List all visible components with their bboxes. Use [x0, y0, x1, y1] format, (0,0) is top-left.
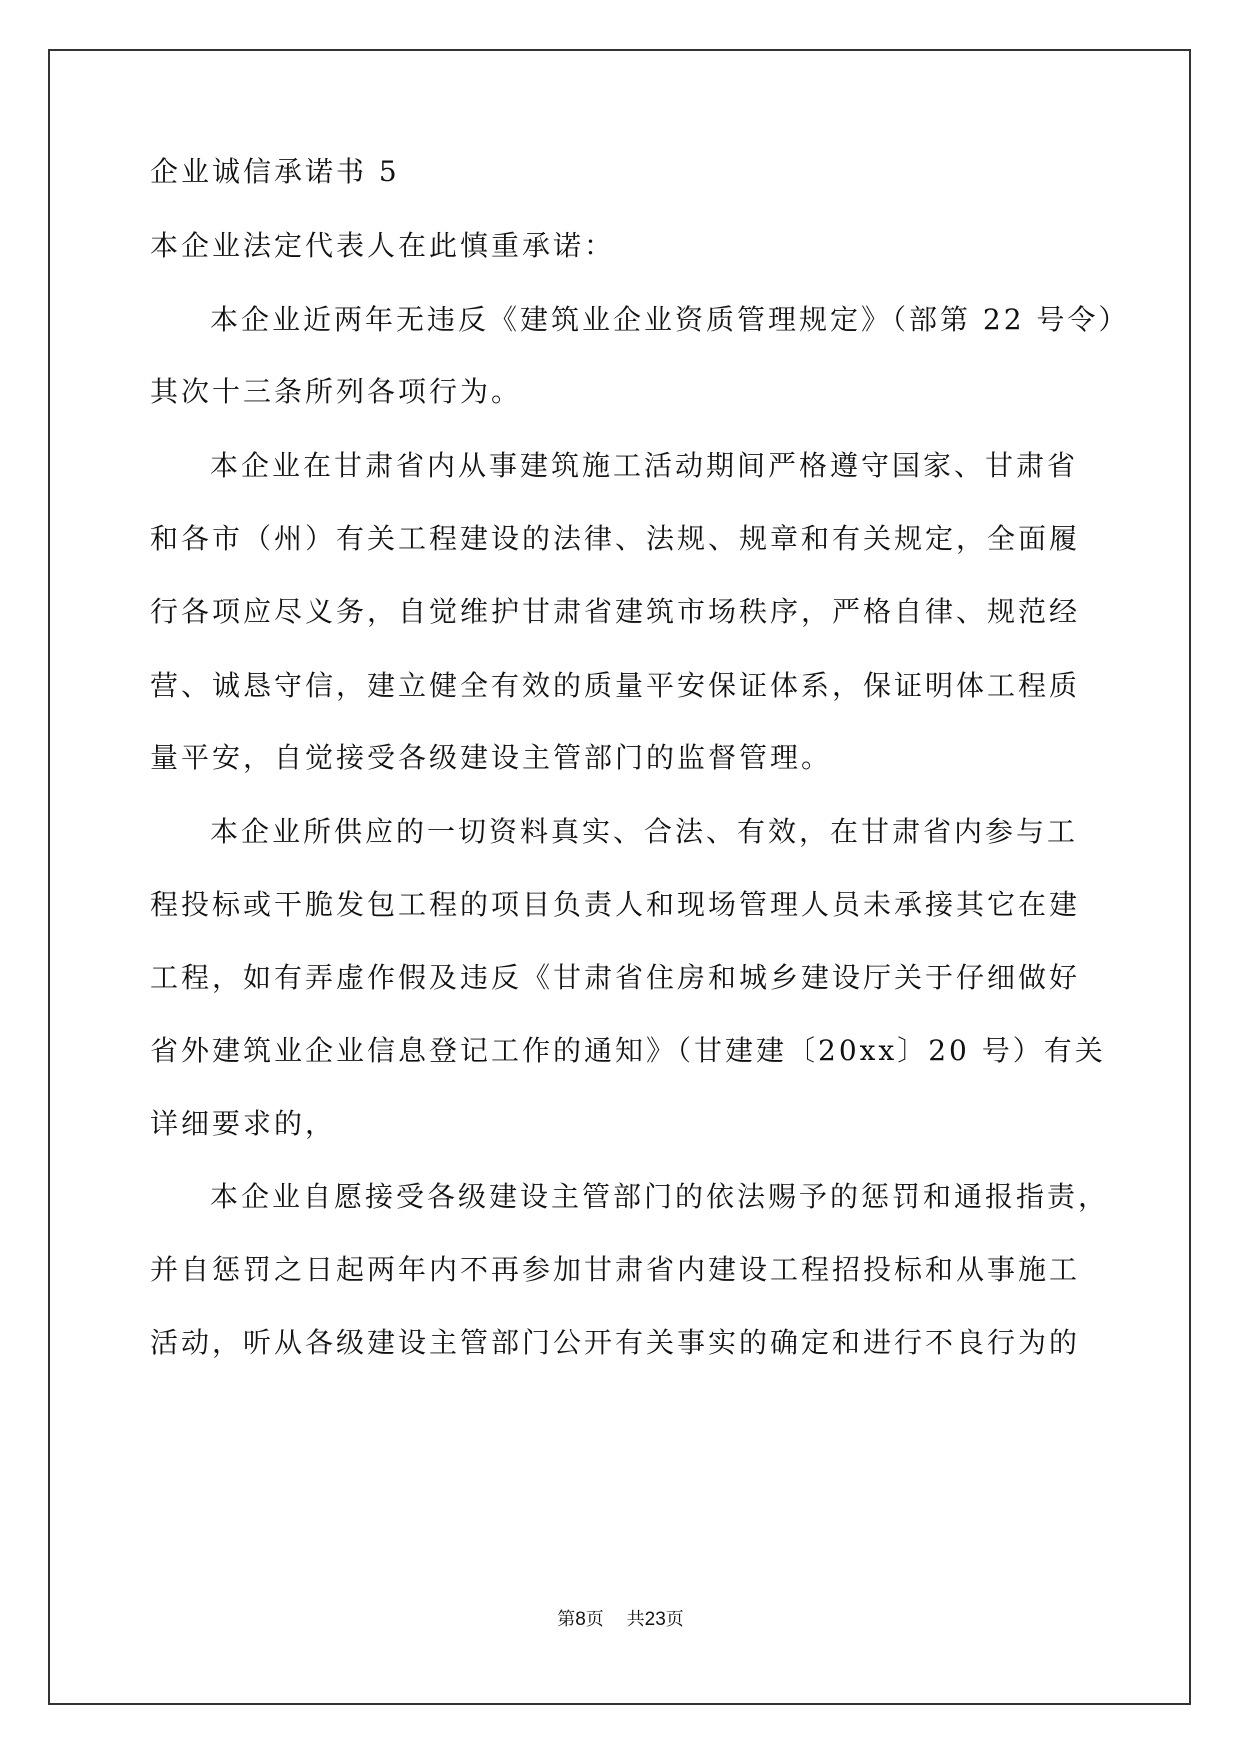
- total-pages: 23: [644, 1609, 666, 1630]
- text-line: 本企业法定代表人在此慎重承诺：: [150, 229, 616, 262]
- total-suffix: 页: [665, 1609, 684, 1630]
- text-line: 工程，如有弄虚作假及违反《甘肃省住房和城乡建设厅关于仔细做好: [150, 961, 1081, 994]
- text-line: 程投标或干脆发包工程的项目负责人和现场管理人员未承接其它在建: [150, 888, 1081, 921]
- text-line: 省外建筑业企业信息登记工作的通知》（甘建建〔20xx〕20 号）有关: [150, 1034, 1106, 1067]
- page-number: 8: [575, 1609, 586, 1630]
- total-prefix: 共: [626, 1609, 645, 1630]
- page-footer: [0, 1608, 1241, 1632]
- text-line: 本企业近两年无违反《建筑业企业资质管理规定》（部第 22 号令）: [210, 303, 1130, 336]
- text-line: 详细要求的，: [150, 1107, 337, 1140]
- page-suffix: 页: [585, 1609, 604, 1630]
- text-line: 本企业所供应的一切资料真实、合法、有效，在甘肃省内参与工: [210, 815, 1079, 848]
- text-line: 其次十三条所列各项行为。: [150, 375, 523, 408]
- document-title: 企业诚信承诺书 5: [150, 155, 400, 188]
- text-line: 并自惩罚之日起两年内不再参加甘肃省内建设工程招投标和从事施工: [150, 1253, 1081, 1286]
- text-line: 本企业自愿接受各级建设主管部门的依法赐予的惩罚和通报指责，: [210, 1180, 1110, 1213]
- text-line: 营、诚恳守信，建立健全有效的质量平安保证体系，保证明体工程质: [150, 669, 1081, 702]
- text-line: 活动，听从各级建设主管部门公开有关事实的确定和进行不良行为的: [150, 1326, 1081, 1359]
- page-border: [48, 49, 1191, 1705]
- text-line: 行各项应尽义务，自觉维护甘肃省建筑市场秩序，严格自律、规范经: [150, 595, 1081, 628]
- page-prefix: 第: [557, 1609, 576, 1630]
- text-line: 本企业在甘肃省内从事建筑施工活动期间严格遵守国家、甘肃省: [210, 449, 1079, 482]
- text-line: 量平安，自觉接受各级建设主管部门的监督管理。: [150, 741, 833, 774]
- text-line: 和各市（州）有关工程建设的法律、法规、规章和有关规定，全面履: [150, 522, 1081, 555]
